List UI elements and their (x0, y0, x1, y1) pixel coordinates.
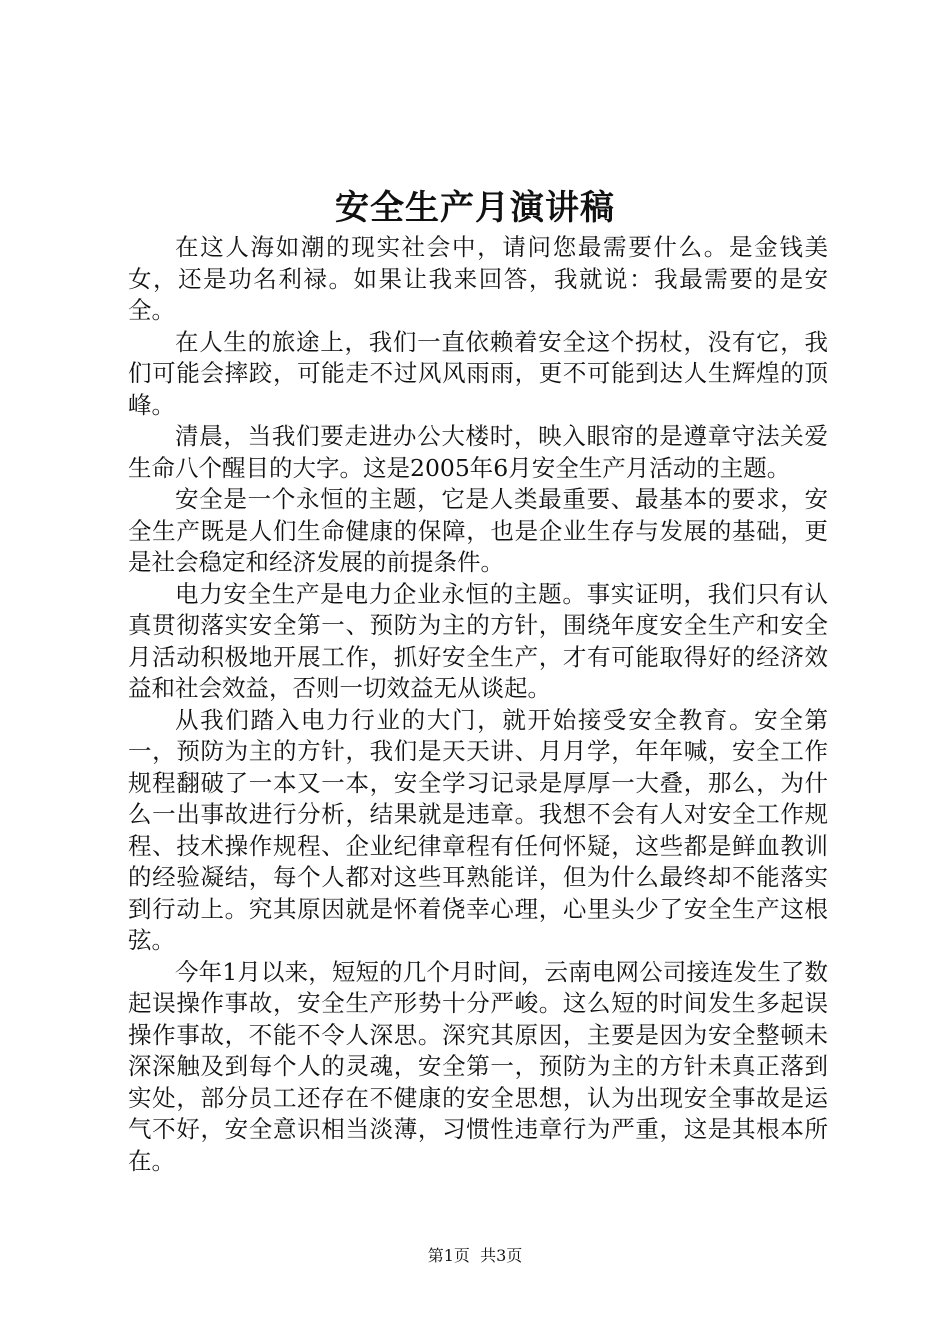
footer-separator (470, 1246, 480, 1265)
document-title: 安全生产月演讲稿 (335, 188, 615, 228)
document-body (128, 232, 828, 1177)
paragraph-5: 电力安全生产是电力企业永恒的主题。事实证明，我们只有认真贯彻落实安全第一、预防为主的方针，围绕年度安全生产和安全月活动积极地开展工作，抓好安全生产，才有可能取得好的经济效益和社会效益，否则一切效益无从谈起。 (128, 579, 828, 702)
paragraph-2: 在人生的旅途上，我们一直依赖着安全这个拐杖，没有它，我们可能会摔跤，可能走不过风风雨雨，更不可能到达人生辉煌的顶峰。 (128, 327, 828, 419)
paragraph-4: 安全是一个永恒的主题，它是人类最重要、最基本的要求，安全生产既是人们生命健康的保障，也是企业生存与发展的基础，更是社会稳定和经济发展的前提条件。 (128, 485, 828, 576)
page-number-total: 共3页 (480, 1246, 523, 1265)
page-footer (0, 1246, 950, 1266)
paragraph-7: 今年1月以来，短短的几个月时间，云南电网公司接连发生了数起误操作事故，安全生产形势十分严峻。这么短的时间发生多起误操作事故，不能不令人深思。深究其原因，主要是因为安全整顿未深深触及到每个人的灵魂，安全第一，预防为主的方针未真正落到实处，部分员工还存在不健康的安全思想，认为出现安全事故是运气不好，安全意识相当淡薄，习惯性违章行为严重，这是其根本所在。 (128, 957, 828, 1175)
paragraph-3: 清晨，当我们要走进办公大楼时，映入眼帘的是遵章守法关爱生命八个醒目的大字。这是2005年6月安全生产月活动的主题。 (128, 422, 828, 482)
paragraph-6: 从我们踏入电力行业的大门，就开始接受安全教育。安全第一，预防为主的方针，我们是天天讲、月月学，年年喊，安全工作规程翻破了一本又一本，安全学习记录是厚厚一大叠，那么，为什么一出事故进行分析，结果就是违章。我想不会有人对安全工作规程、技术操作规程、企业纪律章程有任何怀疑，这些都是鲜血教训的经验凝结，每个人都对这些耳熟能详，但为什么最终却不能落实到行动上。究其原因就是怀着侥幸心理，心里头少了安全生产这根弦。 (128, 705, 828, 954)
page-number-current: 第1页 (427, 1246, 470, 1265)
paragraph-1: 在这人海如潮的现实社会中，请问您最需要什么。是金钱美女，还是功名利禄。如果让我来回答，我就说：我最需要的是安全。 (128, 233, 828, 324)
